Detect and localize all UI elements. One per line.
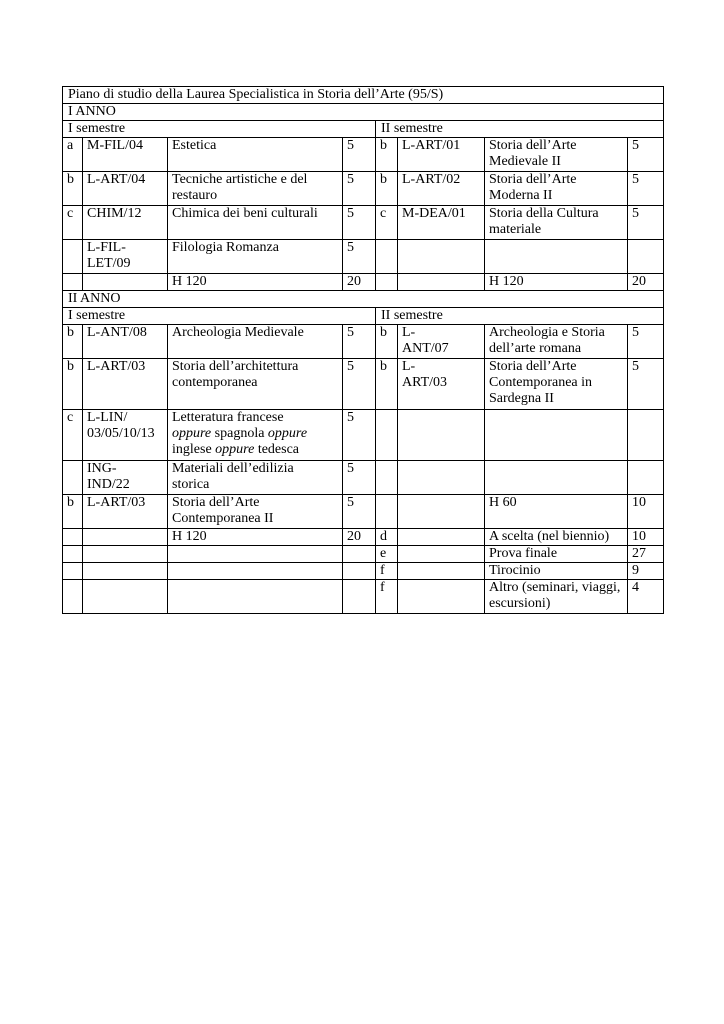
ssd-code-1: L-FIL- LET/09 [83, 240, 168, 274]
course-letteratura [168, 410, 343, 461]
ssd-code-2 [398, 580, 485, 614]
ssd-code-1 [83, 529, 168, 546]
credits-1: 20 [343, 274, 376, 291]
credits-2 [628, 240, 664, 274]
ambito-1: b [63, 359, 83, 410]
course-1: Tecniche artistiche e del restauro [168, 172, 343, 206]
ssd-code-1: L-ART/03 [83, 495, 168, 529]
credits-1: 5 [343, 172, 376, 206]
course-1: Storia dell’architettura contemporanea [168, 359, 343, 410]
course-1 [168, 563, 343, 580]
credits-2 [628, 410, 664, 461]
ambito-2 [376, 240, 398, 274]
ambito-1 [63, 529, 83, 546]
table-row [63, 546, 664, 563]
title-row [63, 87, 664, 104]
ambito-1: a [63, 138, 83, 172]
ssd-code-1: ING- IND/22 [83, 461, 168, 495]
course-2: H 120 [485, 274, 628, 291]
ambito-1: c [63, 206, 83, 240]
ambito-2 [376, 274, 398, 291]
course-1: Filologia Romanza [168, 240, 343, 274]
course-2: Altro (seminari, viaggi, escursioni) [485, 580, 628, 614]
table-row [63, 172, 664, 206]
credits-2: 27 [628, 546, 664, 563]
credits-1: 5 [343, 206, 376, 240]
ssd-code-2 [398, 461, 485, 495]
ambito-2: f [376, 580, 398, 614]
table-row [63, 274, 664, 291]
ssd-code-1: M-FIL/04 [83, 138, 168, 172]
table-row [63, 240, 664, 274]
course-2: Storia dell’Arte Contemporanea in Sardegna II [485, 359, 628, 410]
year-row [63, 291, 664, 308]
ssd-code-2: L- ANT/07 [398, 325, 485, 359]
credits-2 [628, 461, 664, 495]
credits-1: 5 [343, 359, 376, 410]
ambito-1 [63, 240, 83, 274]
semester-row [63, 121, 664, 138]
ssd-code-1: CHIM/12 [83, 206, 168, 240]
course-1: Materiali dell’edilizia storica [168, 461, 343, 495]
ssd-code-1: L-ANT/08 [83, 325, 168, 359]
ssd-code-1 [83, 274, 168, 291]
credits-2: 9 [628, 563, 664, 580]
ssd-code-1 [83, 580, 168, 614]
oppure-text: oppure [267, 426, 308, 441]
credits-2: 5 [628, 325, 664, 359]
course-2 [485, 240, 628, 274]
credits-1 [343, 580, 376, 614]
ssd-code-2 [398, 495, 485, 529]
ssd-code-2: L-ART/02 [398, 172, 485, 206]
course-2 [485, 410, 628, 461]
table-row [63, 563, 664, 580]
credits-2: 20 [628, 274, 664, 291]
oppure-text: oppure [172, 426, 212, 441]
ambito-2: b [376, 172, 398, 206]
course-1: H 120 [168, 529, 343, 546]
course-1: Chimica dei beni culturali [168, 206, 343, 240]
table-row [63, 495, 664, 529]
ambito-2: b [376, 138, 398, 172]
oppure-text: oppure [215, 442, 255, 457]
credits-1: 20 [343, 529, 376, 546]
course-2: Storia dell’Arte Moderna II [485, 172, 628, 206]
course-2: Prova finale [485, 546, 628, 563]
table-row [63, 529, 664, 546]
ambito-1 [63, 461, 83, 495]
ambito-2: d [376, 529, 398, 546]
ambito-1 [63, 546, 83, 563]
ambito-1 [63, 563, 83, 580]
lett-part1: Letteratura francese [172, 410, 284, 425]
year-label: II ANNO [63, 291, 664, 308]
ambito-2: b [376, 359, 398, 410]
ssd-code-2: L-ART/01 [398, 138, 485, 172]
ssd-code-1: L-LIN/ 03/05/10/13 [83, 410, 168, 461]
lett-part3: inglese [172, 442, 216, 457]
study-plan-table [62, 86, 664, 614]
ssd-code-2: L- ART/03 [398, 359, 485, 410]
credits-1: 5 [343, 240, 376, 274]
credits-1: 5 [343, 325, 376, 359]
credits-1: 5 [343, 138, 376, 172]
course-1: Estetica [168, 138, 343, 172]
table-row [63, 206, 664, 240]
ambito-1: b [63, 172, 83, 206]
credits-1: 5 [343, 410, 376, 461]
lett-part2: spagnola [211, 426, 268, 441]
credits-2: 5 [628, 138, 664, 172]
ssd-code-2 [398, 410, 485, 461]
ambito-2: e [376, 546, 398, 563]
semester-2-label: II semestre [376, 308, 664, 325]
credits-1: 5 [343, 495, 376, 529]
ambito-2 [376, 410, 398, 461]
ambito-1 [63, 274, 83, 291]
course-1 [168, 580, 343, 614]
ssd-code-2 [398, 274, 485, 291]
course-2: Storia della Cultura materiale [485, 206, 628, 240]
credits-2: 5 [628, 206, 664, 240]
ambito-1 [63, 580, 83, 614]
credits-2: 5 [628, 172, 664, 206]
ambito-2: b [376, 325, 398, 359]
ambito-1: b [63, 495, 83, 529]
ambito-2: f [376, 563, 398, 580]
course-2: Storia dell’Arte Medievale II [485, 138, 628, 172]
credits-1 [343, 563, 376, 580]
course-1: H 120 [168, 274, 343, 291]
course-2: H 60 [485, 495, 628, 529]
ambito-2 [376, 461, 398, 495]
course-2: Tirocinio [485, 563, 628, 580]
ssd-code-1 [83, 563, 168, 580]
table-row [63, 359, 664, 410]
course-2: Archeologia e Storia dell’arte romana [485, 325, 628, 359]
table-row [63, 461, 664, 495]
course-1: Archeologia Medievale [168, 325, 343, 359]
semester-1-label: I semestre [63, 308, 376, 325]
table-row [63, 138, 664, 172]
credits-2: 10 [628, 495, 664, 529]
table-title: Piano di studio della Laurea Specialistica in Storia dell’Arte (95/S) [63, 87, 664, 104]
ssd-code-1: L-ART/04 [83, 172, 168, 206]
ambito-2: c [376, 206, 398, 240]
ambito-2 [376, 495, 398, 529]
credits-2: 4 [628, 580, 664, 614]
course-1: Storia dell’Arte Contemporanea II [168, 495, 343, 529]
ssd-code-1: L-ART/03 [83, 359, 168, 410]
year-label: I ANNO [63, 104, 664, 121]
credits-1: 5 [343, 461, 376, 495]
ssd-code-1 [83, 546, 168, 563]
year-row [63, 104, 664, 121]
course-2: A scelta (nel biennio) [485, 529, 628, 546]
table-row [63, 410, 664, 461]
ssd-code-2: M-DEA/01 [398, 206, 485, 240]
semester-row [63, 308, 664, 325]
course-1 [168, 546, 343, 563]
credits-1 [343, 546, 376, 563]
semester-2-label: II semestre [376, 121, 664, 138]
credits-2: 5 [628, 359, 664, 410]
course-2 [485, 461, 628, 495]
ssd-code-2 [398, 529, 485, 546]
semester-1-label: I semestre [63, 121, 376, 138]
ssd-code-2 [398, 240, 485, 274]
table-row [63, 580, 664, 614]
ssd-code-2 [398, 563, 485, 580]
ambito-1: b [63, 325, 83, 359]
lett-part4: tedesca [254, 442, 300, 457]
table-row [63, 325, 664, 359]
ambito-1: c [63, 410, 83, 461]
credits-2: 10 [628, 529, 664, 546]
ssd-code-2 [398, 546, 485, 563]
